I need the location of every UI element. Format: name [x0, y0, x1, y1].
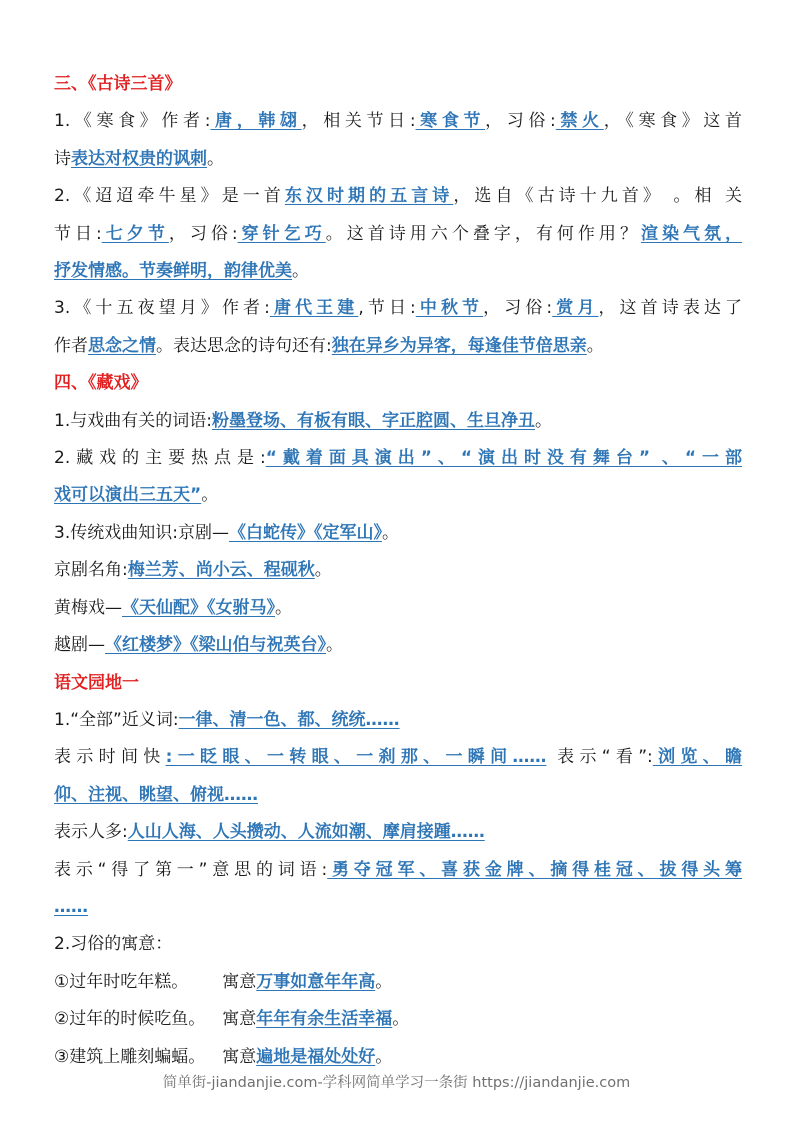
- text: 诗: [54, 148, 71, 169]
- text: 越剧—: [54, 635, 105, 656]
- section-heading-zangxi: 四、《藏戏》: [54, 373, 148, 394]
- text: ，习俗:: [168, 223, 238, 244]
- paragraph-tiaotiao: [54, 178, 742, 215]
- text: 表示“得了第一”意思的词语:: [54, 859, 328, 880]
- text: 3.《十五夜望月》作者:: [54, 298, 270, 319]
- paragraph-customs-title: 2.习俗的寓意：: [54, 934, 173, 955]
- paragraph-first-place: [54, 852, 742, 889]
- answer-meaning: 表达对权贵的讽刺: [71, 148, 207, 169]
- text: 2.《迢迢牵牛星》是一首: [54, 186, 285, 207]
- paragraph-shiwuye: [54, 290, 742, 327]
- text: 黄梅戏—: [54, 597, 122, 618]
- answer-custom-meaning: 年年有余生活幸福: [256, 1009, 393, 1030]
- text: 。: [292, 261, 309, 282]
- text: 表示人多:: [54, 822, 128, 843]
- answer-words: 粉墨登场、有板有眼、字正腔圆、生旦净丑: [211, 410, 535, 431]
- paragraph-shiwuye-cont: [54, 328, 742, 365]
- text: 京剧名角:: [54, 560, 128, 581]
- answer-custom: 禁火: [555, 111, 604, 132]
- paragraph-jingju: [54, 515, 742, 552]
- text: ,节日:: [358, 298, 416, 319]
- text: ，相关节日:: [301, 111, 416, 132]
- text: 。: [201, 485, 219, 506]
- text: 。: [207, 148, 224, 169]
- text: 1.《寒食》作者:: [54, 111, 211, 132]
- text: 表示时间快: [54, 747, 166, 768]
- text: 节日:: [54, 223, 102, 244]
- paragraph-zangxi-features-cont: [54, 477, 742, 514]
- answer-author: 唐代王建: [269, 298, 359, 319]
- answer-festival: 七夕节: [101, 223, 169, 244]
- answer-effect: 渲染气氛，: [640, 223, 743, 244]
- text: 。: [326, 635, 343, 656]
- text: ，习俗:: [485, 111, 556, 132]
- text: ，选自《古诗十九首》 。相 关: [453, 186, 742, 207]
- text: 。表达思念的诗句还有:: [156, 335, 332, 356]
- paragraph-opera-words: [54, 403, 742, 440]
- text: 。: [381, 522, 399, 543]
- answer-features-cont: 戏可以演出三五天”: [54, 485, 202, 506]
- text: 。: [275, 597, 292, 618]
- answer-yueju: 《红楼梦》《梁山伯与祝英台》: [105, 635, 326, 656]
- text: ，《寒食》这首: [603, 111, 743, 132]
- answer-festival: 中秋节: [415, 298, 484, 319]
- answer-huangmeixi: 《天仙配》《女驸马》: [122, 597, 275, 618]
- answer-look-cont: 仰、注视、眺望、俯视……: [54, 784, 258, 805]
- answer-festival: 寒食节: [415, 111, 486, 132]
- text: 3.传统戏曲知识:京剧—: [54, 522, 229, 543]
- text: 寓意: [222, 971, 257, 992]
- paragraph-zangxi-features: [54, 440, 742, 477]
- paragraph-yueju: [54, 627, 742, 664]
- answer-custom: 赏月: [552, 298, 599, 319]
- answer-synonyms: 一律、清一色、都、统统……: [178, 709, 400, 730]
- text: 。: [392, 1009, 410, 1030]
- list-item-custom-2: [54, 1001, 742, 1038]
- answer-time-fast: :一眨眼、一转眼、一刹那、一瞬间……: [165, 747, 547, 768]
- text: 。: [314, 560, 332, 581]
- text: 寓意: [222, 1009, 257, 1030]
- paragraph-synonyms: [54, 702, 742, 739]
- text: ②过年的时候吃鱼。: [54, 1009, 206, 1030]
- answer-effect-cont: 抒发情感。节奏鲜明，韵律优美: [54, 261, 292, 282]
- text: 表示“看”:: [546, 747, 653, 768]
- footer-watermark: 简单街-jiandanjie.com-学科网简单学习一条街 https://jiandanjie.com: [162, 1075, 631, 1091]
- text: ③建筑上雕刻蝙蝠。: [54, 1046, 206, 1067]
- answer-jingju: 《白蛇传》《定军山》: [228, 522, 382, 543]
- paragraph-time-fast: [54, 739, 742, 776]
- answer-author: 唐，韩翃: [210, 111, 302, 132]
- paragraph-tiaotiao-cont2: [54, 253, 742, 290]
- answer-custom: 穿针乞巧: [237, 223, 326, 244]
- text: 2.藏戏的主要热点是:: [54, 448, 266, 469]
- text: 寓意: [222, 1046, 257, 1067]
- text: ，习俗:: [483, 298, 553, 319]
- section-heading-gushi: 三、《古诗三首》: [54, 74, 182, 94]
- answer-look: 浏览、瞻: [652, 747, 743, 768]
- paragraph-huangmeixi: [54, 590, 742, 627]
- text: 1.“全部”近义词:: [54, 709, 179, 730]
- answer-first-place-cont: ……: [54, 896, 88, 917]
- paragraph-tiaotiao-cont: [54, 216, 742, 253]
- text: 。: [375, 971, 393, 992]
- text: 作者: [54, 335, 88, 356]
- answer-first-place: 勇夺冠军、喜获金牌、摘得桂冠、拔得头筹: [327, 859, 742, 880]
- text: 。: [375, 1046, 393, 1067]
- text: ，这首诗表达了: [598, 298, 743, 319]
- answer-verse: 独在异乡为异客，每逢佳节倍思亲: [331, 335, 587, 356]
- answer-custom-meaning: 遍地是福处处好: [256, 1046, 376, 1067]
- paragraph-many-people: [54, 814, 742, 851]
- section-heading-yuandi: 语文园地一: [54, 672, 139, 693]
- paragraph-first-place-cont: [54, 889, 742, 926]
- text: 1.与戏曲有关的词语:: [54, 410, 212, 431]
- paragraph-look-cont: [54, 777, 742, 814]
- text: 。: [586, 335, 604, 356]
- text: 。这首诗用六个叠字，有何作用？: [325, 223, 641, 244]
- list-item-custom-1: [54, 964, 742, 1001]
- answer-poem-type: 东汉时期的五言诗: [284, 186, 454, 207]
- answer-emotion: 思念之情: [88, 335, 156, 356]
- paragraph-hanshi: [54, 103, 742, 140]
- paragraph-jingju-actors: [54, 552, 742, 589]
- answer-features: “戴着面具演出”、“演出时没有舞台” 、“一部: [265, 448, 742, 469]
- answer-many-people: 人山人海、人头攒动、人流如潮、摩肩接踵……: [127, 822, 485, 843]
- paragraph-hanshi-cont: [54, 141, 742, 178]
- answer-custom-meaning: 万事如意年年高: [256, 971, 376, 992]
- text: ①过年时吃年糕。: [54, 971, 189, 992]
- text: 。: [534, 410, 552, 431]
- answer-actors: 梅兰芳、尚小云、程砚秋: [127, 560, 315, 581]
- document-body: [54, 66, 742, 1076]
